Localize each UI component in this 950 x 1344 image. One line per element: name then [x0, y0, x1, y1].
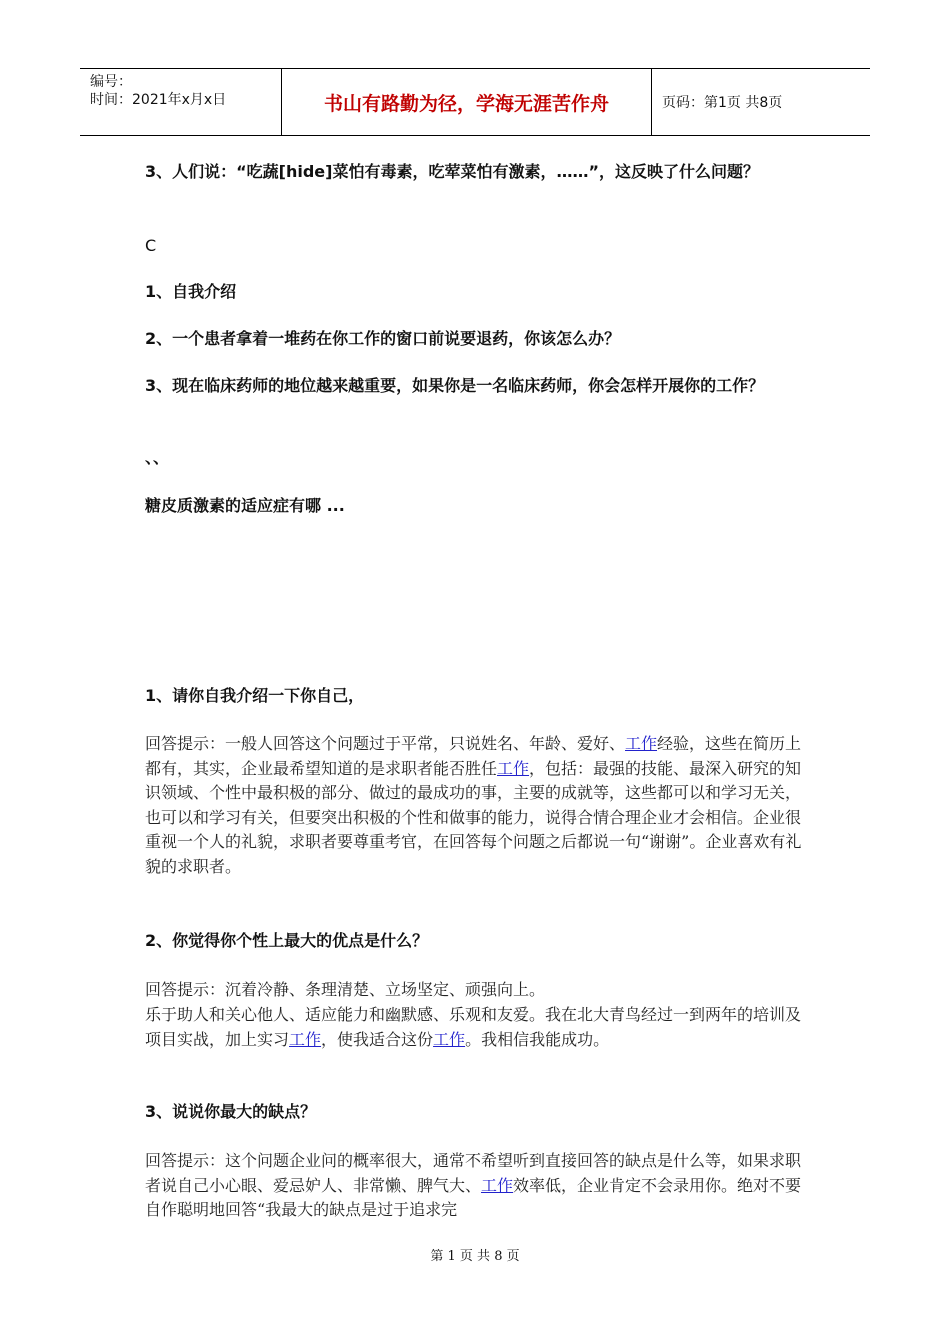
header-motto: 书山有路勤为径，学海无涯苦作舟: [282, 69, 652, 135]
interview-q3-title: 3、说说你最大的缺点？: [145, 1102, 317, 1121]
work-link[interactable]: 工作: [625, 734, 658, 753]
page-footer: 第 1 页 共 8 页: [430, 1249, 520, 1264]
answer-text: 效率低，企业肯定不会录用你。绝对不要自作聪明地回答“我最大的缺点是过于追求完: [145, 1175, 802, 1219]
interview-q3-answer: [145, 1149, 805, 1223]
question-c2: 2、一个患者拿着一堆药在你工作的窗口前说要退药，你该怎么办？: [145, 329, 621, 348]
interview-q1-title: 1、请你自我介绍一下你自己，: [145, 686, 365, 705]
work-link[interactable]: 工作: [481, 1175, 514, 1195]
interview-q1-answer: [145, 732, 805, 879]
header-meta: [80, 69, 282, 135]
answer-text: ，包括：最强的技能、最深入研究的知识领域、个性中最积极的部分、做过的最成功的事，主要的成就等，这些都可以和学习无关，也可以和学习有关，但要突出积极的个性和做事的能力，说得合情合理企业才会相信。企业很重视一个人的礼貌，求职者要尊重考官，在回答每个问题之后都说一句“谢谢”。企业喜欢有礼貌的求职者。: [145, 758, 802, 876]
answer-text: ，使我适合这份: [321, 1029, 434, 1049]
question-c3: 3、现在临床药师的地位越来越重要，如果你是一名临床药师，你会怎样开展你的工作？: [145, 376, 765, 395]
answer-text: 回答提示：一般人回答这个问题过于平常，只说姓名、年龄、爱好、: [145, 734, 626, 753]
separator-dots: 、、: [145, 448, 170, 467]
question-people-say: 3、人们说：“吃蔬[hide]菜怕有毒素，吃荤菜怕有激素，……”，这反映了什么问题？: [145, 162, 759, 181]
time-label: 时间：2021年x月x日: [90, 92, 227, 108]
answer-text: 。我相信我能成功。: [465, 1029, 610, 1049]
interview-q2-title: 2、你觉得你个性上最大的优点是什么？: [145, 931, 429, 950]
page-header: [80, 68, 870, 136]
steroid-question: 糖皮质激素的适应症有哪 ...: [145, 496, 345, 515]
work-link[interactable]: 工作: [289, 1029, 322, 1049]
header-page-info: 页码：第1页 共8页: [662, 95, 783, 111]
work-link[interactable]: 工作: [497, 758, 530, 778]
interview-q2-answer: 回答提示：沉着冷静、条理清楚、立场坚定、顽强向上。: [145, 980, 546, 999]
answer-text: 乐于助人和关心他人、适应能力和幽默感、乐观和友爱。我在北大青鸟经过一到两年的培训及项目实战，加上实习: [145, 1005, 802, 1049]
work-link[interactable]: 工作: [433, 1029, 466, 1049]
section-letter-c: C: [145, 236, 157, 255]
code-label: 编号：: [90, 74, 132, 90]
answer-text: 经验，这些在简历上都有，其实，企业最希望知道的是求职者能否胜任: [145, 734, 802, 778]
interview-q2-detail: [145, 1003, 805, 1052]
question-c1: 1、自我介绍: [145, 282, 237, 301]
answer-text: 回答提示：这个问题企业问的概率很大，通常不希望听到直接回答的缺点是什么等，如果求职者说自己小心眼、爱忌妒人、非常懒、脾气大、: [145, 1151, 802, 1195]
